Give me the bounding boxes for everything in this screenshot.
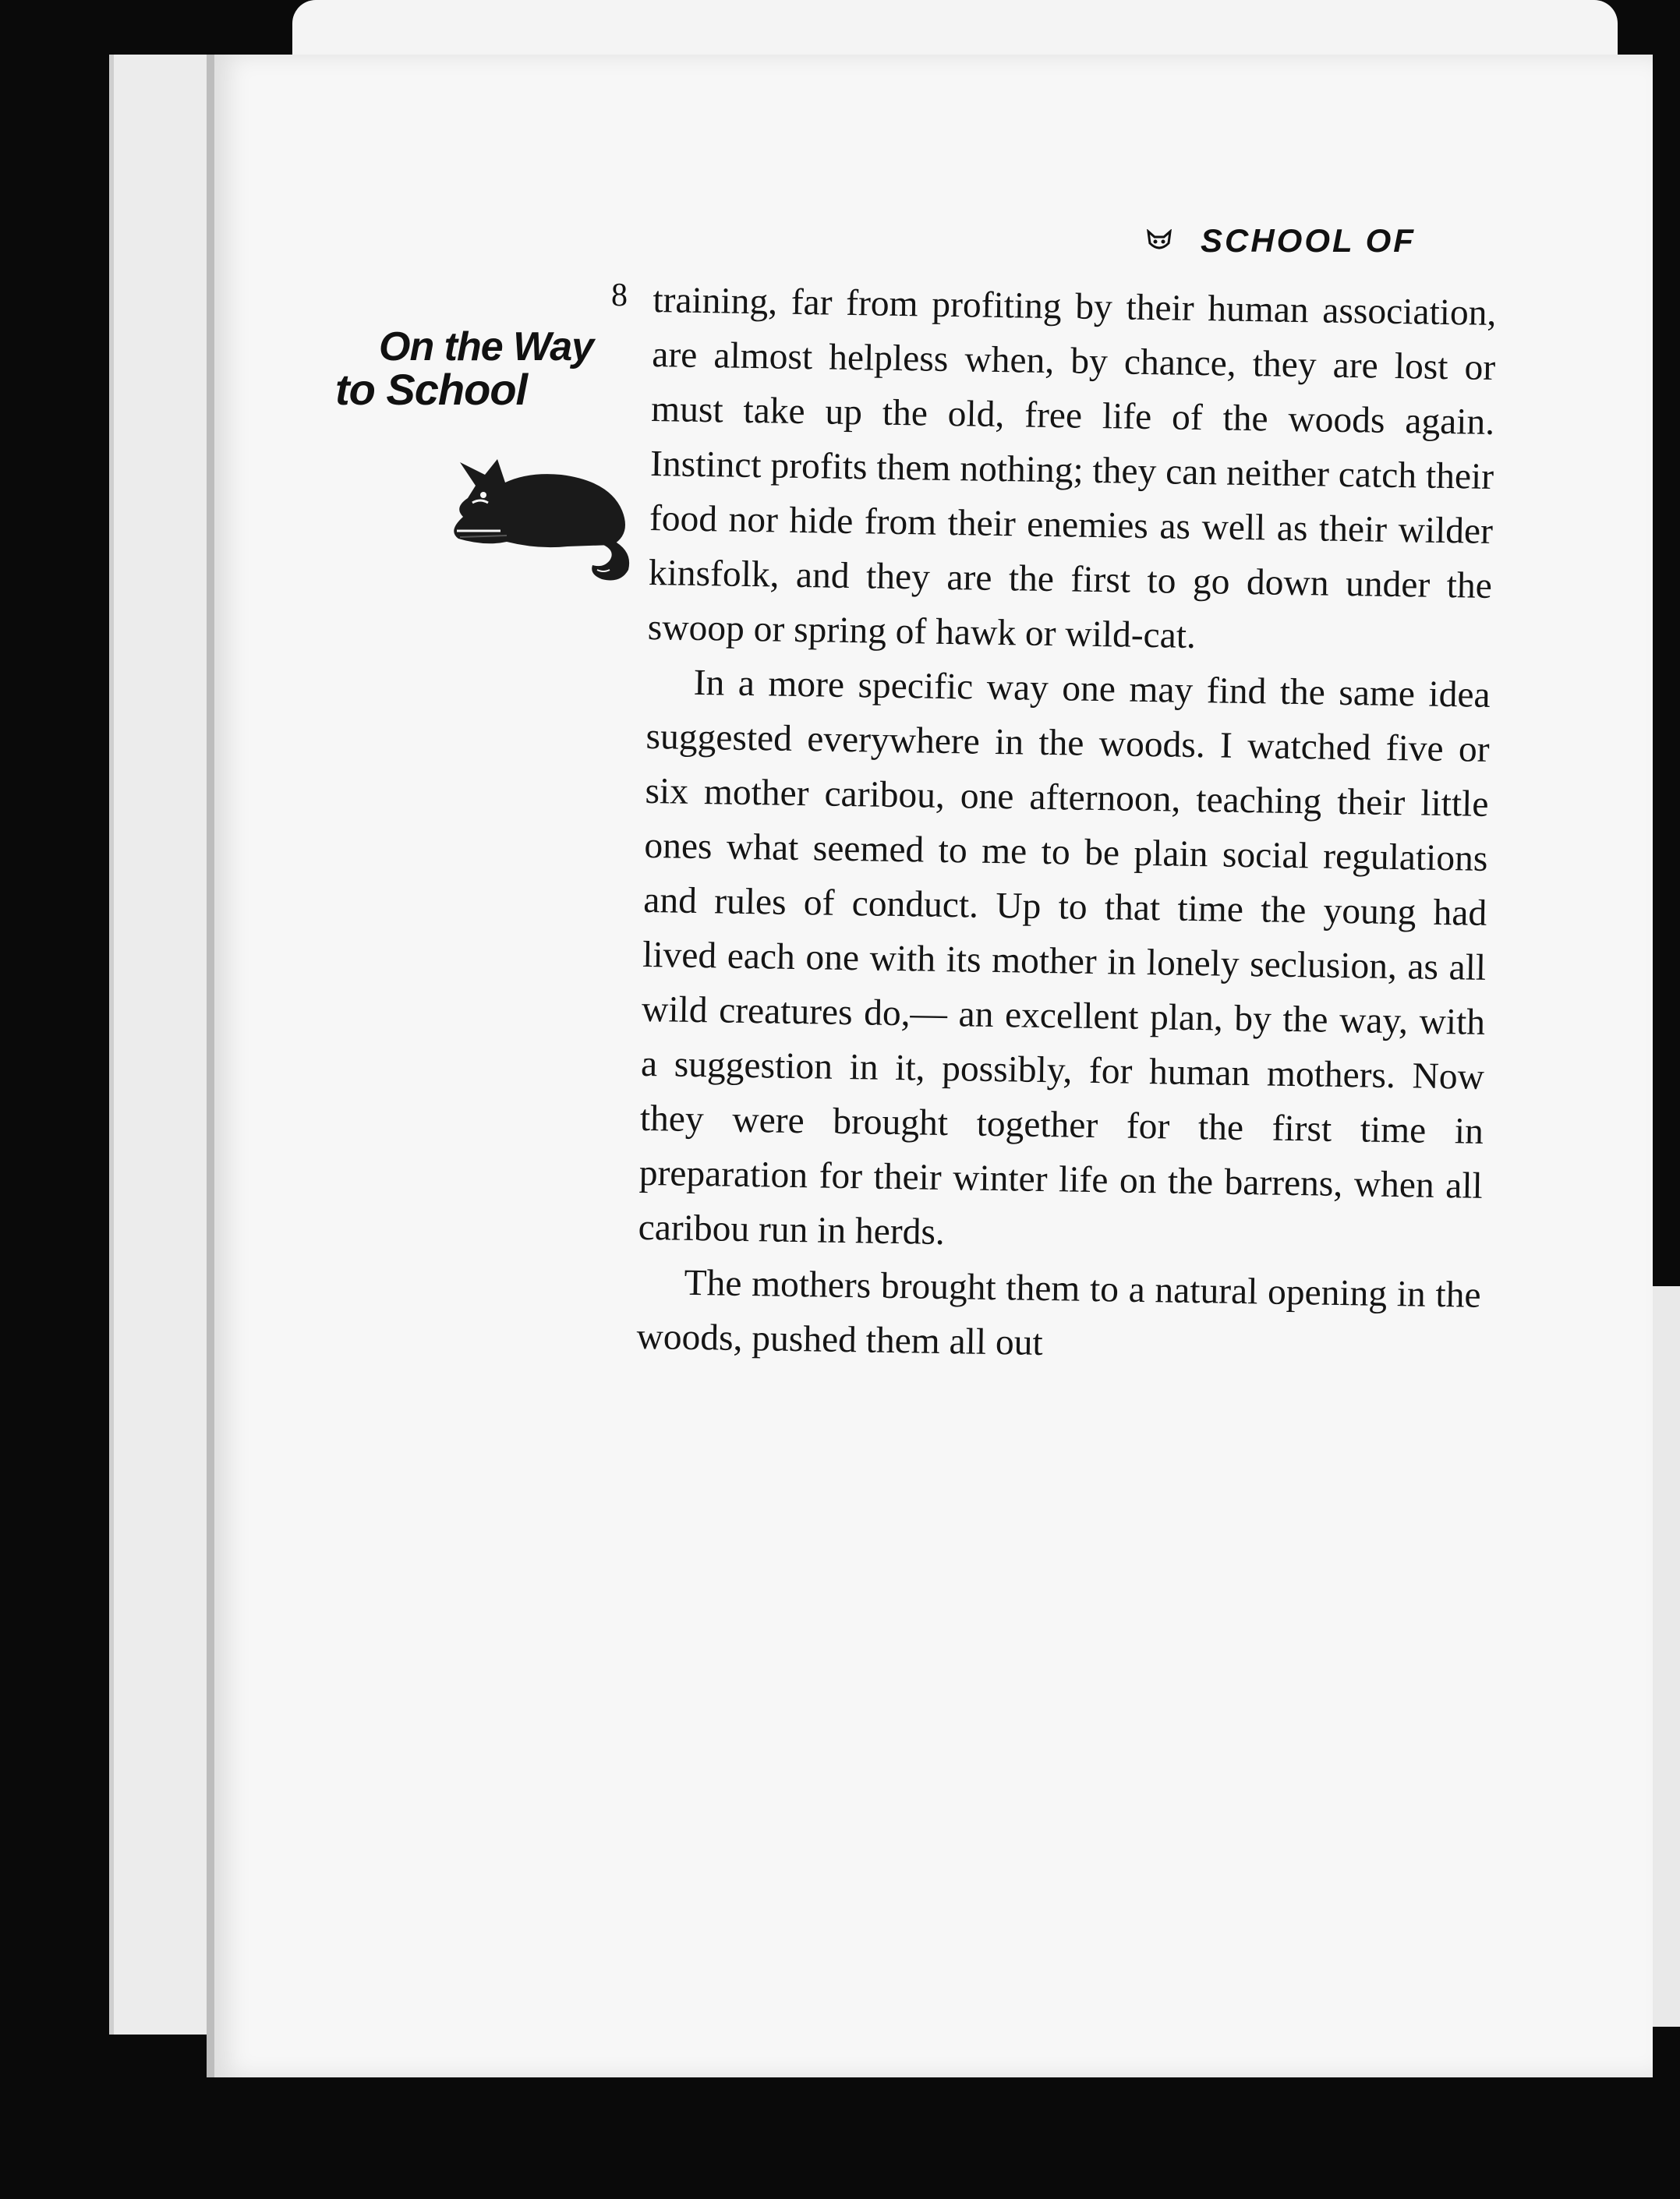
running-head bbox=[1146, 222, 1416, 260]
fox-icon bbox=[437, 417, 647, 585]
sidenote-line-1: On the Way bbox=[379, 324, 594, 369]
paragraph-1: training, far from profiting by their human association, are almost helpless when, by chance, they are lost or must take up the old, free life of the woods again. Instinct profits them nothing; they can neither catch their food nor hide from their enemies as well as their wilder kinsfolk, and they are the first to go down under the swoop or spring of hawk or wild-cat. bbox=[647, 279, 1497, 656]
paragraph-3: The mothers brought them to a natural opening in the woods, pushed them all out bbox=[636, 1262, 1481, 1364]
body-text bbox=[636, 273, 1497, 1377]
right-page-edge bbox=[1650, 1286, 1680, 2027]
page-number: 8 bbox=[611, 278, 628, 313]
paragraph-2: In a more specific way one may find the same idea suggested everywhere in the woods. I watched five or six mother caribou, one afternoon, teaching their little ones what seemed to me to be plain social regulations and rules of conduct. Up to that time the young had lived each one with its mother in lonely seclusion, as all wild creatures do,— an excellent plan, by the way, with a suggestion in it, possibly, for human mothers. Now they were brought together for the first time in preparation for their winter life on the barrens, when all caribou run in herds. bbox=[638, 662, 1491, 1253]
sidenote-line-2: to School bbox=[335, 365, 528, 414]
sidenote-heading bbox=[335, 323, 647, 415]
fox-head-icon bbox=[1146, 229, 1172, 253]
running-head-title: SCHOOL OF bbox=[1201, 222, 1416, 259]
